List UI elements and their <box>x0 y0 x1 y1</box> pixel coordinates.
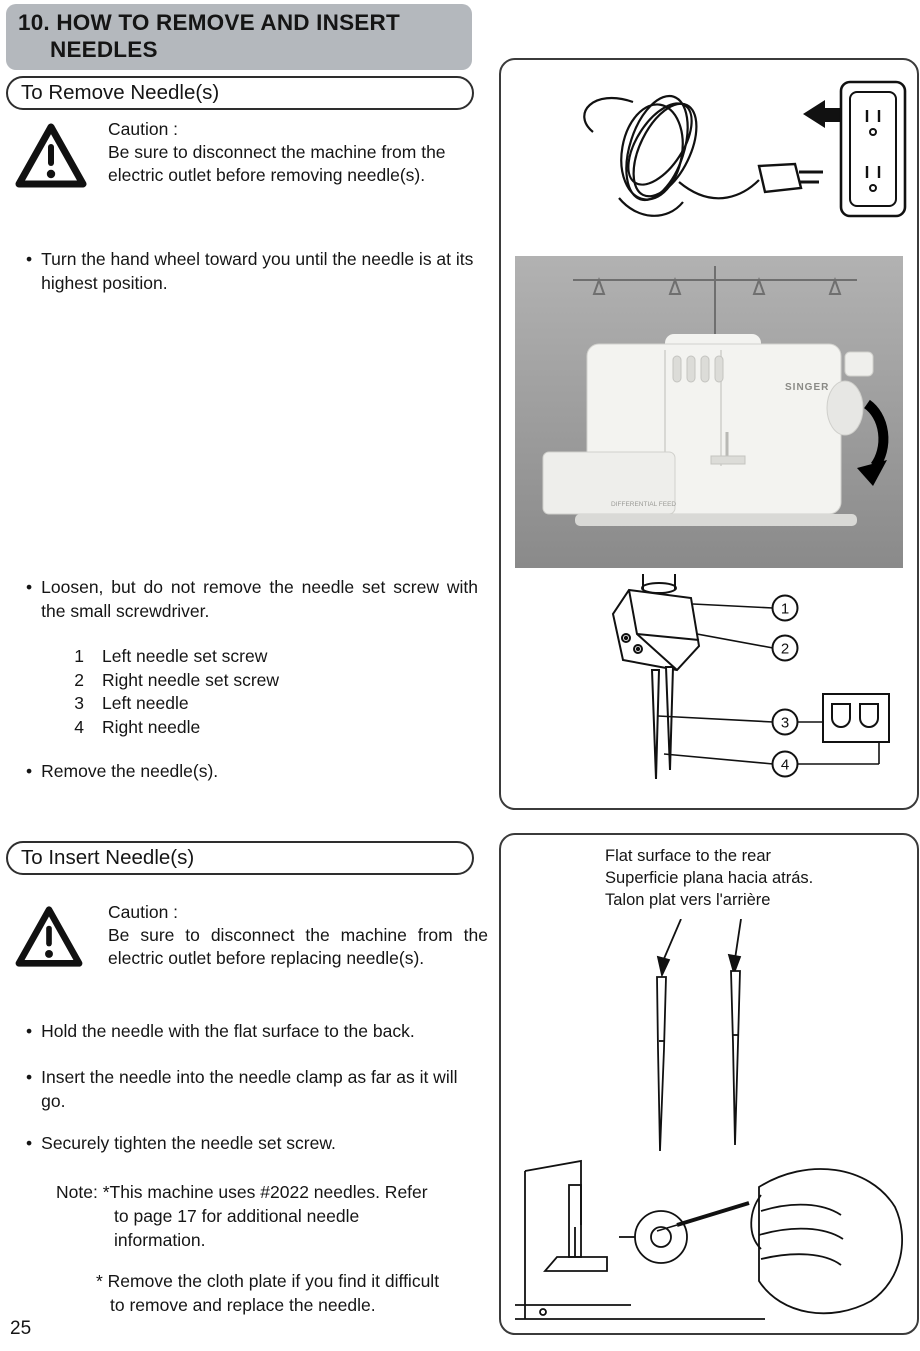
item-number: 3 <box>74 693 84 713</box>
callout-4 <box>773 752 798 777</box>
bullet-text: • Hold the needle with the flat surface to the back. <box>41 1021 415 1041</box>
warning-icon-wrap <box>14 901 108 974</box>
item-label: Left needle set screw <box>102 646 268 666</box>
list-item <box>70 692 279 716</box>
brand-label: SINGER <box>785 382 830 393</box>
note-line: information. <box>114 1230 206 1250</box>
bullet-tighten-screw <box>26 1131 476 1155</box>
note-needle-type <box>56 1180 428 1252</box>
needle-right <box>731 971 740 1145</box>
item-number: 2 <box>74 669 84 690</box>
needle-parts-list <box>70 645 279 739</box>
caption-line-en: Flat surface to the rear <box>605 847 771 865</box>
machine-body <box>543 334 873 526</box>
serger-machine-photo <box>515 256 903 568</box>
warning-triangle-icon <box>14 905 84 969</box>
section-heading-insert <box>6 841 474 875</box>
bullet-text: • Securely tighten the needle set screw. <box>41 1133 336 1153</box>
caution-body: Be sure to disconnect the machine from the electric outlet before removing needle(s). <box>108 142 446 185</box>
list-item <box>70 669 279 693</box>
item-label: Right needle set screw <box>102 669 280 690</box>
page-title-line1: 10. HOW TO REMOVE AND INSERT <box>18 10 400 35</box>
figure-remove-needles <box>499 58 919 810</box>
page-title-line2: NEEDLES <box>50 37 158 62</box>
caution-title: Caution : <box>108 119 179 139</box>
needle-insertion-illustration <box>509 919 911 1327</box>
note-line: to page 17 for additional needle <box>114 1206 360 1226</box>
page-number: 25 <box>10 1318 32 1339</box>
caption-arrows <box>658 919 741 975</box>
item-label: Right needle <box>102 716 201 737</box>
bullet-text: • Insert the needle into the needle clamp as far as it will go. <box>41 1067 458 1111</box>
needle-clamp-diagram <box>527 574 899 802</box>
page-title <box>6 4 472 70</box>
warning-triangle-icon <box>14 122 88 190</box>
list-item <box>70 716 279 740</box>
caption-line-fr: Talon plat vers l'arrière <box>605 891 771 909</box>
bullet-hold-needle <box>26 1019 476 1043</box>
caution-block-remove <box>14 118 476 195</box>
note-cloth-plate <box>96 1269 439 1317</box>
bullet-loosen-screw <box>26 575 478 623</box>
needle-clamp-body <box>613 590 699 670</box>
list-item <box>70 645 279 669</box>
section-heading-remove <box>6 76 474 110</box>
item-number: 1 <box>74 646 84 666</box>
needle-bar <box>642 574 676 593</box>
machine-clamp-sketch <box>515 1161 765 1319</box>
bullet-text: • Loosen, but do not remove the needle set screw with the small screwdriver. <box>41 577 478 621</box>
note-line: Note: *This machine uses #2022 needles. Refer <box>56 1182 428 1202</box>
plug <box>759 164 823 192</box>
held-needle <box>657 1203 749 1231</box>
caution-block-insert <box>14 901 488 974</box>
caption-line-es: Superficie plana hacia atrás. <box>605 869 814 887</box>
section-heading-insert-label: To Insert Needle(s) <box>21 846 195 869</box>
section-heading-remove-label: To Remove Needle(s) <box>21 81 220 104</box>
callout-1 <box>773 596 798 621</box>
bullet-insert-needle <box>26 1065 476 1113</box>
item-number: 4 <box>74 716 84 737</box>
needle-left <box>657 977 666 1151</box>
figure-caption <box>605 845 813 911</box>
caution-text-remove <box>108 118 476 195</box>
wall-outlet <box>841 82 905 216</box>
note-line: to remove and replace the needle. <box>110 1295 376 1315</box>
bullet-text: • Turn the hand wheel toward you until the needle is at its highest position. <box>41 249 474 293</box>
item-label: Left needle <box>102 693 189 713</box>
bullet-remove-needles <box>26 759 476 783</box>
bullet-text: • Remove the needle(s). <box>41 761 219 781</box>
svg-text:4: 4 <box>780 756 790 774</box>
svg-text:2: 2 <box>780 640 790 658</box>
needle-cross-section-box <box>823 694 889 742</box>
svg-text:1: 1 <box>780 600 790 618</box>
hand-sketch <box>751 1169 902 1313</box>
caution-text-insert <box>108 901 488 974</box>
callout-3 <box>773 710 798 735</box>
figure-insert-needles <box>499 833 919 1335</box>
bullet-turn-hand-wheel <box>26 247 476 295</box>
caution-body: Be sure to disconnect the machine from the electric outlet before replacing needle(s). <box>108 925 488 968</box>
machine-model-label: DIFFERENTIAL FEED <box>611 501 677 508</box>
power-cord-illustration <box>507 70 911 242</box>
caution-title: Caution : <box>108 902 179 922</box>
note-line: * Remove the cloth plate if you find it difficult <box>96 1271 440 1291</box>
warning-icon-wrap <box>14 118 108 195</box>
svg-text:3: 3 <box>780 714 790 732</box>
needles <box>652 667 673 779</box>
cord-coil <box>584 88 759 216</box>
callout-2 <box>773 636 798 661</box>
